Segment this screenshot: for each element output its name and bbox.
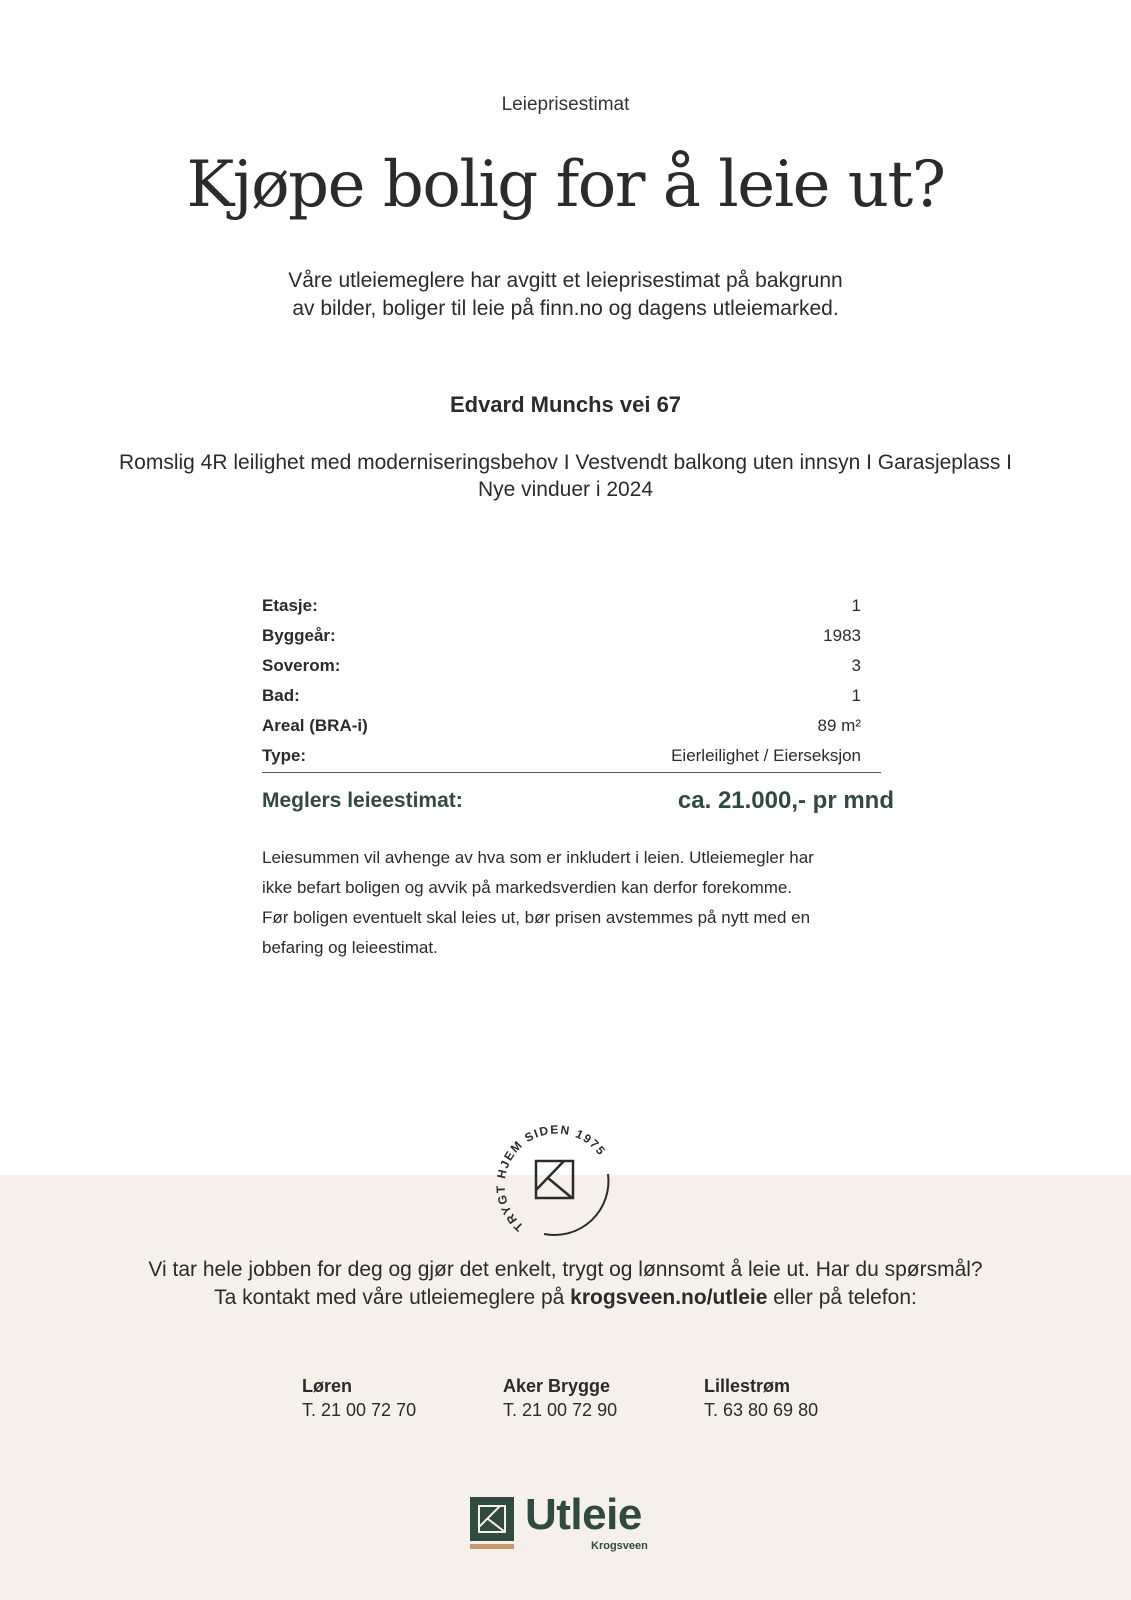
estimate-value: ca. 21.000,- pr mnd [677,787,894,814]
office-name: Aker Brygge [503,1376,611,1396]
eyebrow-label: Leieprisestimat [501,94,630,115]
rent-estimate [262,787,894,815]
office-aker-brygge [503,1374,704,1422]
footer-prefix: Ta kontakt med våre utleiemeglere på [214,1286,571,1309]
property-address: Edvard Munchs vei 67 [449,392,682,417]
logo-wordmark: Utleie [525,1490,642,1539]
intro-text [0,267,1131,323]
office-phone[interactable]: T. 21 00 72 70 [302,1400,417,1420]
fact-value: 3 [851,656,861,675]
office-lillestrom [704,1374,905,1422]
fact-label: Areal (BRA-i) [262,716,368,735]
office-phone[interactable]: T. 63 80 69 80 [704,1400,819,1420]
facts-divider [262,772,881,773]
fact-value: 1 [851,686,861,705]
krogsveen-k-icon [536,1161,573,1198]
property-description [40,449,1091,503]
disclaimer-line: Leiesummen vil avhenge av hva som er inkludert i leien. Utleiemegler har [262,848,814,867]
disclaimer-line: befaring og leieestimat. [262,938,438,957]
fact-row-type [262,741,871,771]
intro-line: Våre utleiemeglere har avgitt et leieprisestimat på bakgrunn [288,269,843,292]
fact-row-area [262,711,871,741]
utleie-link[interactable]: krogsveen.no/utleie [570,1286,768,1309]
footer-text [0,1256,1131,1312]
fact-label: Byggeår: [262,626,336,645]
footer-suffix: eller på telefon: [767,1286,917,1309]
fact-row-build-year [262,621,871,651]
disclaimer-line: Før boligen eventuelt skal leies ut, bør prisen avstemmes på nytt med en [262,908,811,927]
utleie-logo [470,1492,670,1557]
office-name: Lillestrøm [704,1376,791,1396]
fact-row-floor [262,591,871,621]
office-phone[interactable]: T. 21 00 72 90 [503,1400,618,1420]
logo-subtitle: Krogsveen [591,1540,648,1552]
footer-line: Vi tar hele jobben for deg og gjør det enkelt, trygt og lønnsomt å leie ut. Har du spørsmål? [148,1258,983,1281]
fact-value: 1 [851,596,861,615]
intro-line: av bilder, boliger til leie på finn.no og dagens utleiemarked. [292,297,839,320]
trygt-hjem-seal [484,1108,626,1250]
seal-text: TRYGT HJEM SIDEN 1975 [493,1122,609,1235]
footer-line [0,1284,1131,1312]
facts-table [262,591,871,771]
fact-value: Eierleilighet / Eierseksjon [671,746,861,765]
fact-label: Bad: [262,686,300,705]
page-title: Kjøpe bolig for å leie ut? [186,148,945,222]
svg-text:TRYGT HJEM SIDEN 1975 [494,1122,609,1234]
disclaimer-line: ikke befart boligen og avvik på markedsverdien kan derfor forekomme. [262,878,793,897]
description-line: Nye vinduer i 2024 [477,478,654,501]
fact-label: Soverom: [262,656,341,675]
office-name: Løren [302,1376,353,1396]
estimate-label: Meglers leieestimat: [262,789,463,812]
logo-underline [470,1544,514,1549]
disclaimer-text [262,843,902,963]
fact-row-bedrooms [262,651,871,681]
office-list [302,1374,942,1422]
fact-value: 89 m² [817,716,861,735]
fact-row-bathrooms [262,681,871,711]
fact-label: Etasje: [262,596,318,615]
description-line: Romslig 4R leilighet med moderniseringsbehov I Vestvendt balkong uten innsyn I Garasjeplass I [119,451,1012,474]
logo-k-icon [470,1497,514,1541]
fact-label: Type: [262,746,307,765]
fact-value: 1983 [823,626,861,645]
office-loren [302,1374,503,1422]
